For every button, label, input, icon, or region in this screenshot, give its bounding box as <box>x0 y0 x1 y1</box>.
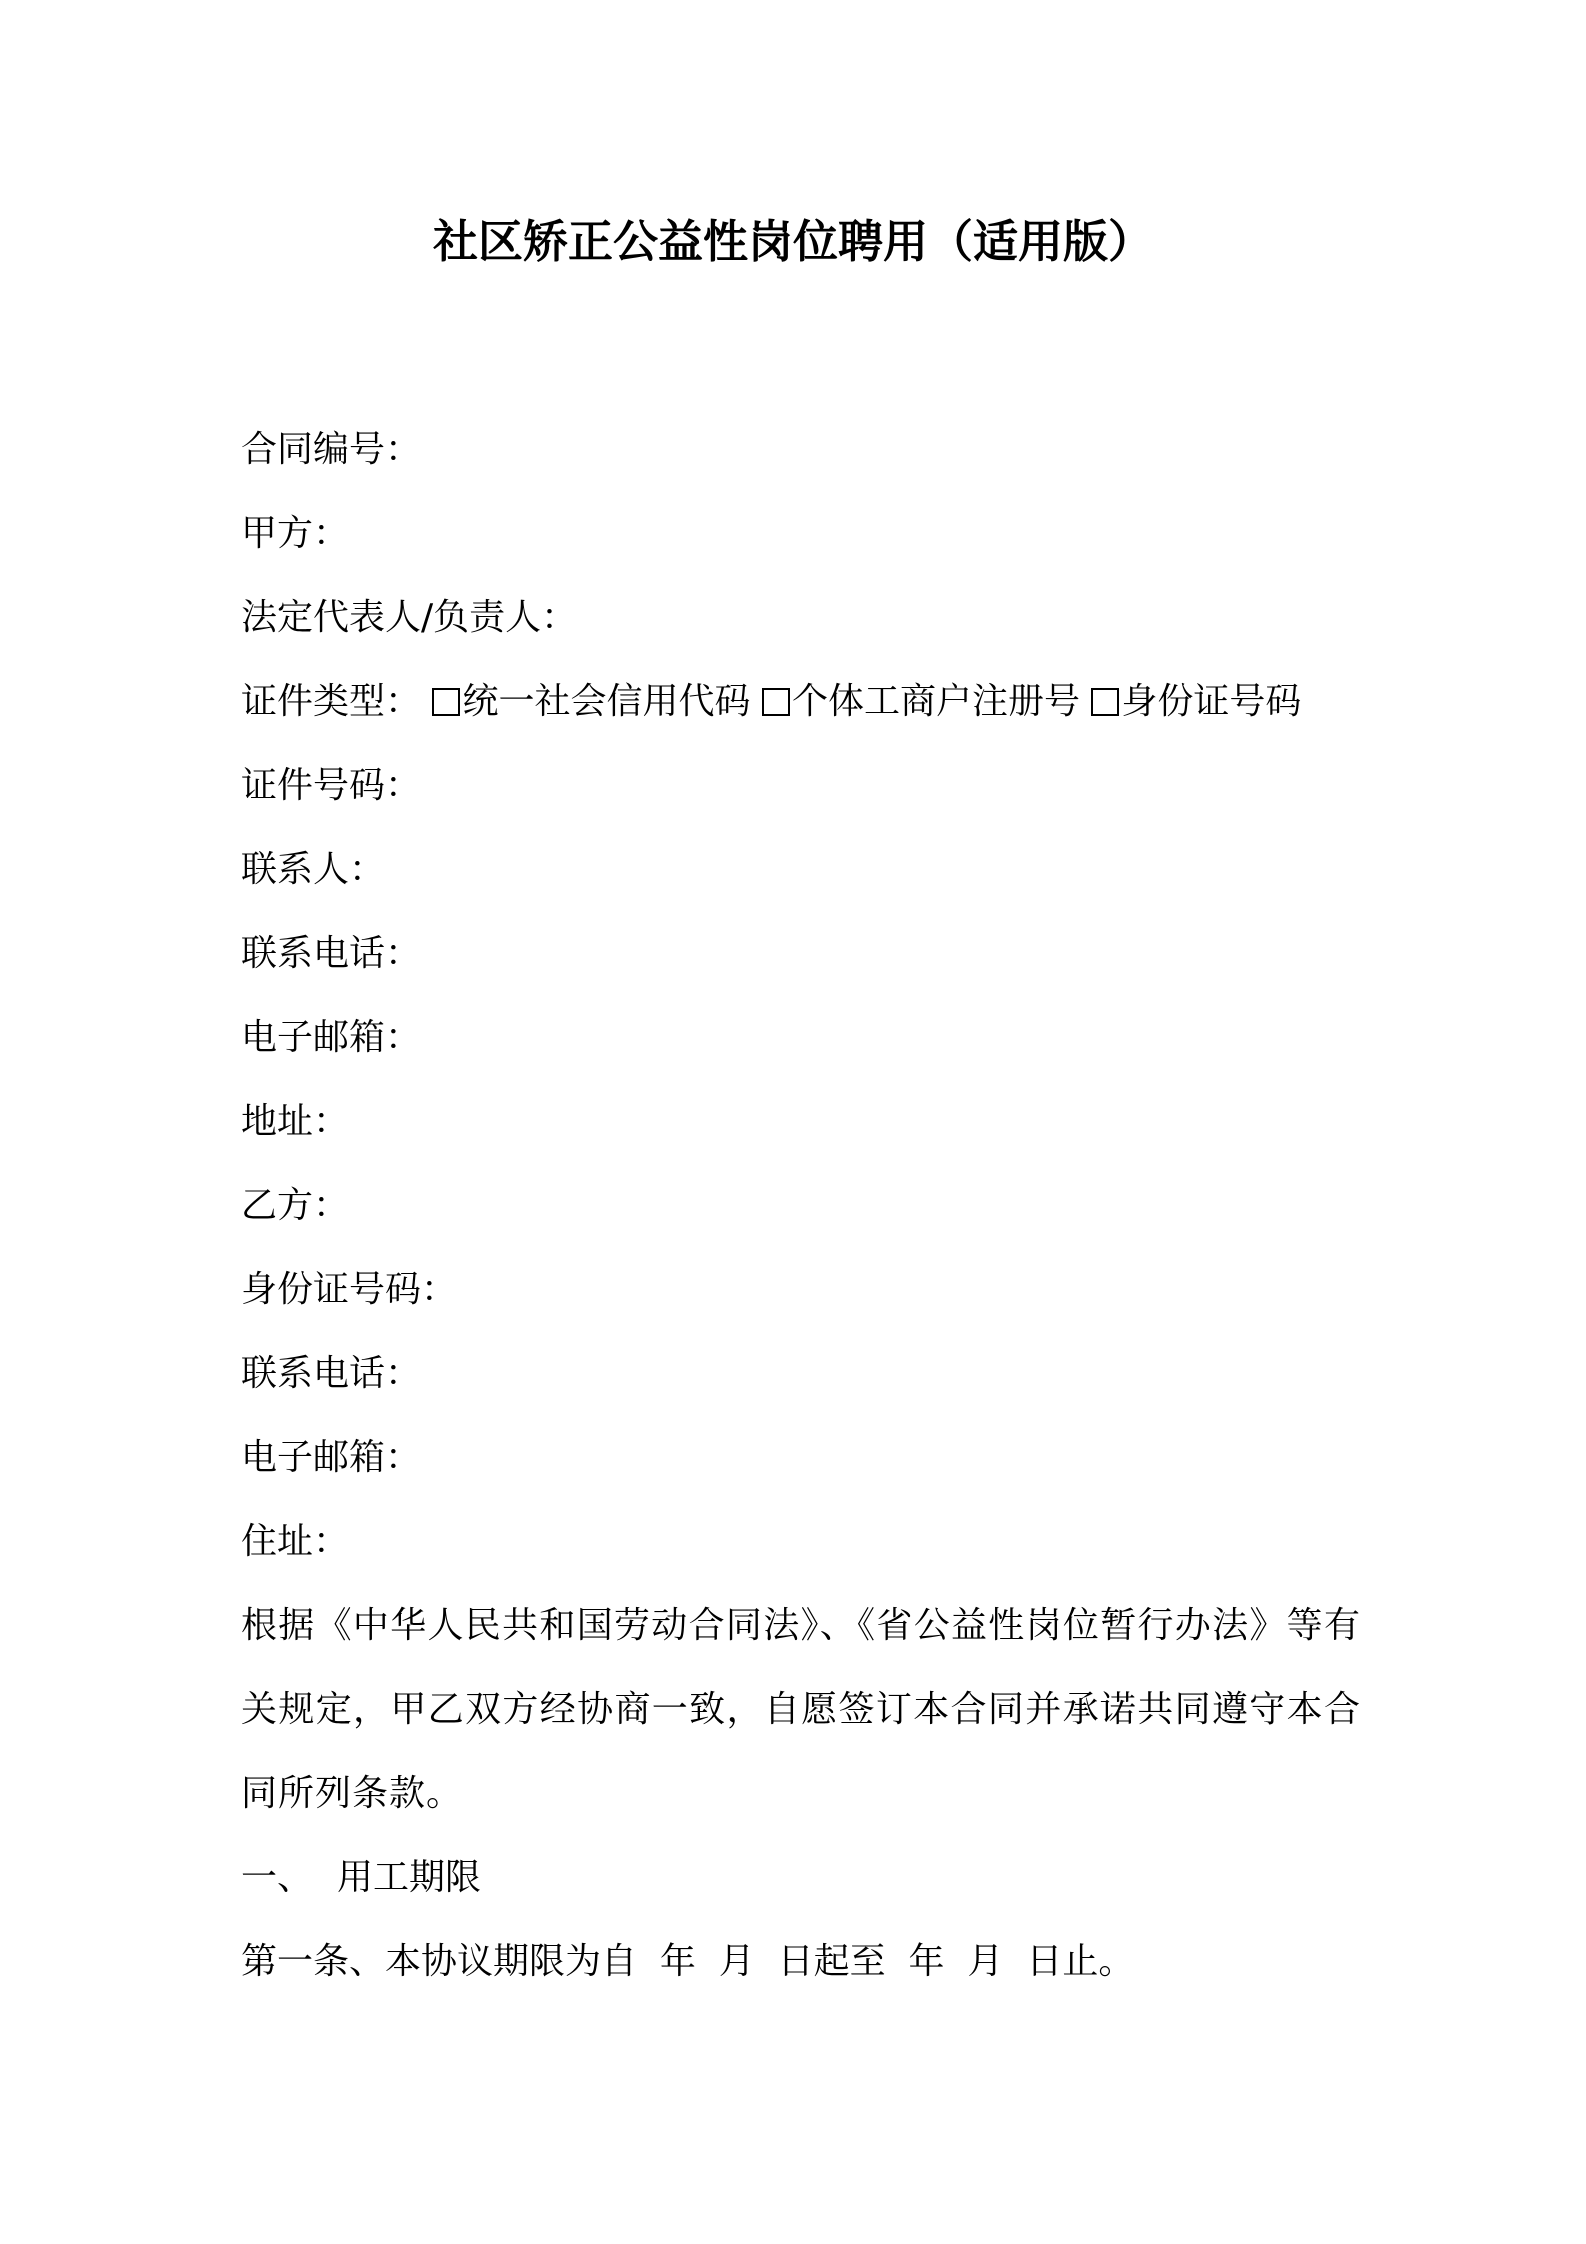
field-contact-phone-b: 联系电话： <box>241 1353 422 1394</box>
document-body <box>241 408 1361 2004</box>
field-legal-representative: 法定代表人/负责人： <box>241 597 578 638</box>
field-certificate-type <box>241 660 1361 744</box>
field-contract-no: 合同编号： <box>241 429 422 470</box>
certificate-type-label: 证件类型： <box>241 681 422 722</box>
option-business-registration: 个体工商户注册号 <box>791 681 1080 722</box>
field-party-a: 甲方： <box>241 513 350 554</box>
preamble-paragraph: 根据《中华人民共和国劳动合同法》、《省公益性岗位暂行办法》等有关规定，甲乙双方经协商一致，自愿签订本合同并承诺共同遵守本合同所列条款。 <box>241 1605 1361 1814</box>
section-number: 一、 <box>241 1857 314 1898</box>
checkbox-business-registration[interactable] <box>762 688 790 716</box>
field-certificate-number: 证件号码： <box>241 765 422 806</box>
section-title: 用工期限 <box>337 1857 482 1898</box>
section-heading-term <box>241 1836 1361 1920</box>
field-party-b: 乙方： <box>241 1185 350 1226</box>
field-email-b: 电子邮箱： <box>241 1437 422 1478</box>
field-residence-b: 住址： <box>241 1521 350 1562</box>
field-email-a: 电子邮箱： <box>241 1017 422 1058</box>
checkbox-unified-credit-code[interactable] <box>432 688 460 716</box>
field-contact-person: 联系人： <box>241 849 386 890</box>
field-contact-phone-a: 联系电话： <box>241 933 422 974</box>
field-id-number-b: 身份证号码： <box>241 1269 458 1310</box>
option-unified-credit-code: 统一社会信用代码 <box>462 681 751 722</box>
document-title: 社区矫正公益性岗位聘用（适用版） <box>432 215 1153 268</box>
checkbox-id-number[interactable] <box>1091 688 1119 716</box>
field-address-a: 地址： <box>241 1101 350 1142</box>
article-1: 第一条、本协议期限为自 年 月 日起至 年 月 日止。 <box>241 1941 1135 1982</box>
option-id-number: 身份证号码 <box>1121 681 1302 722</box>
